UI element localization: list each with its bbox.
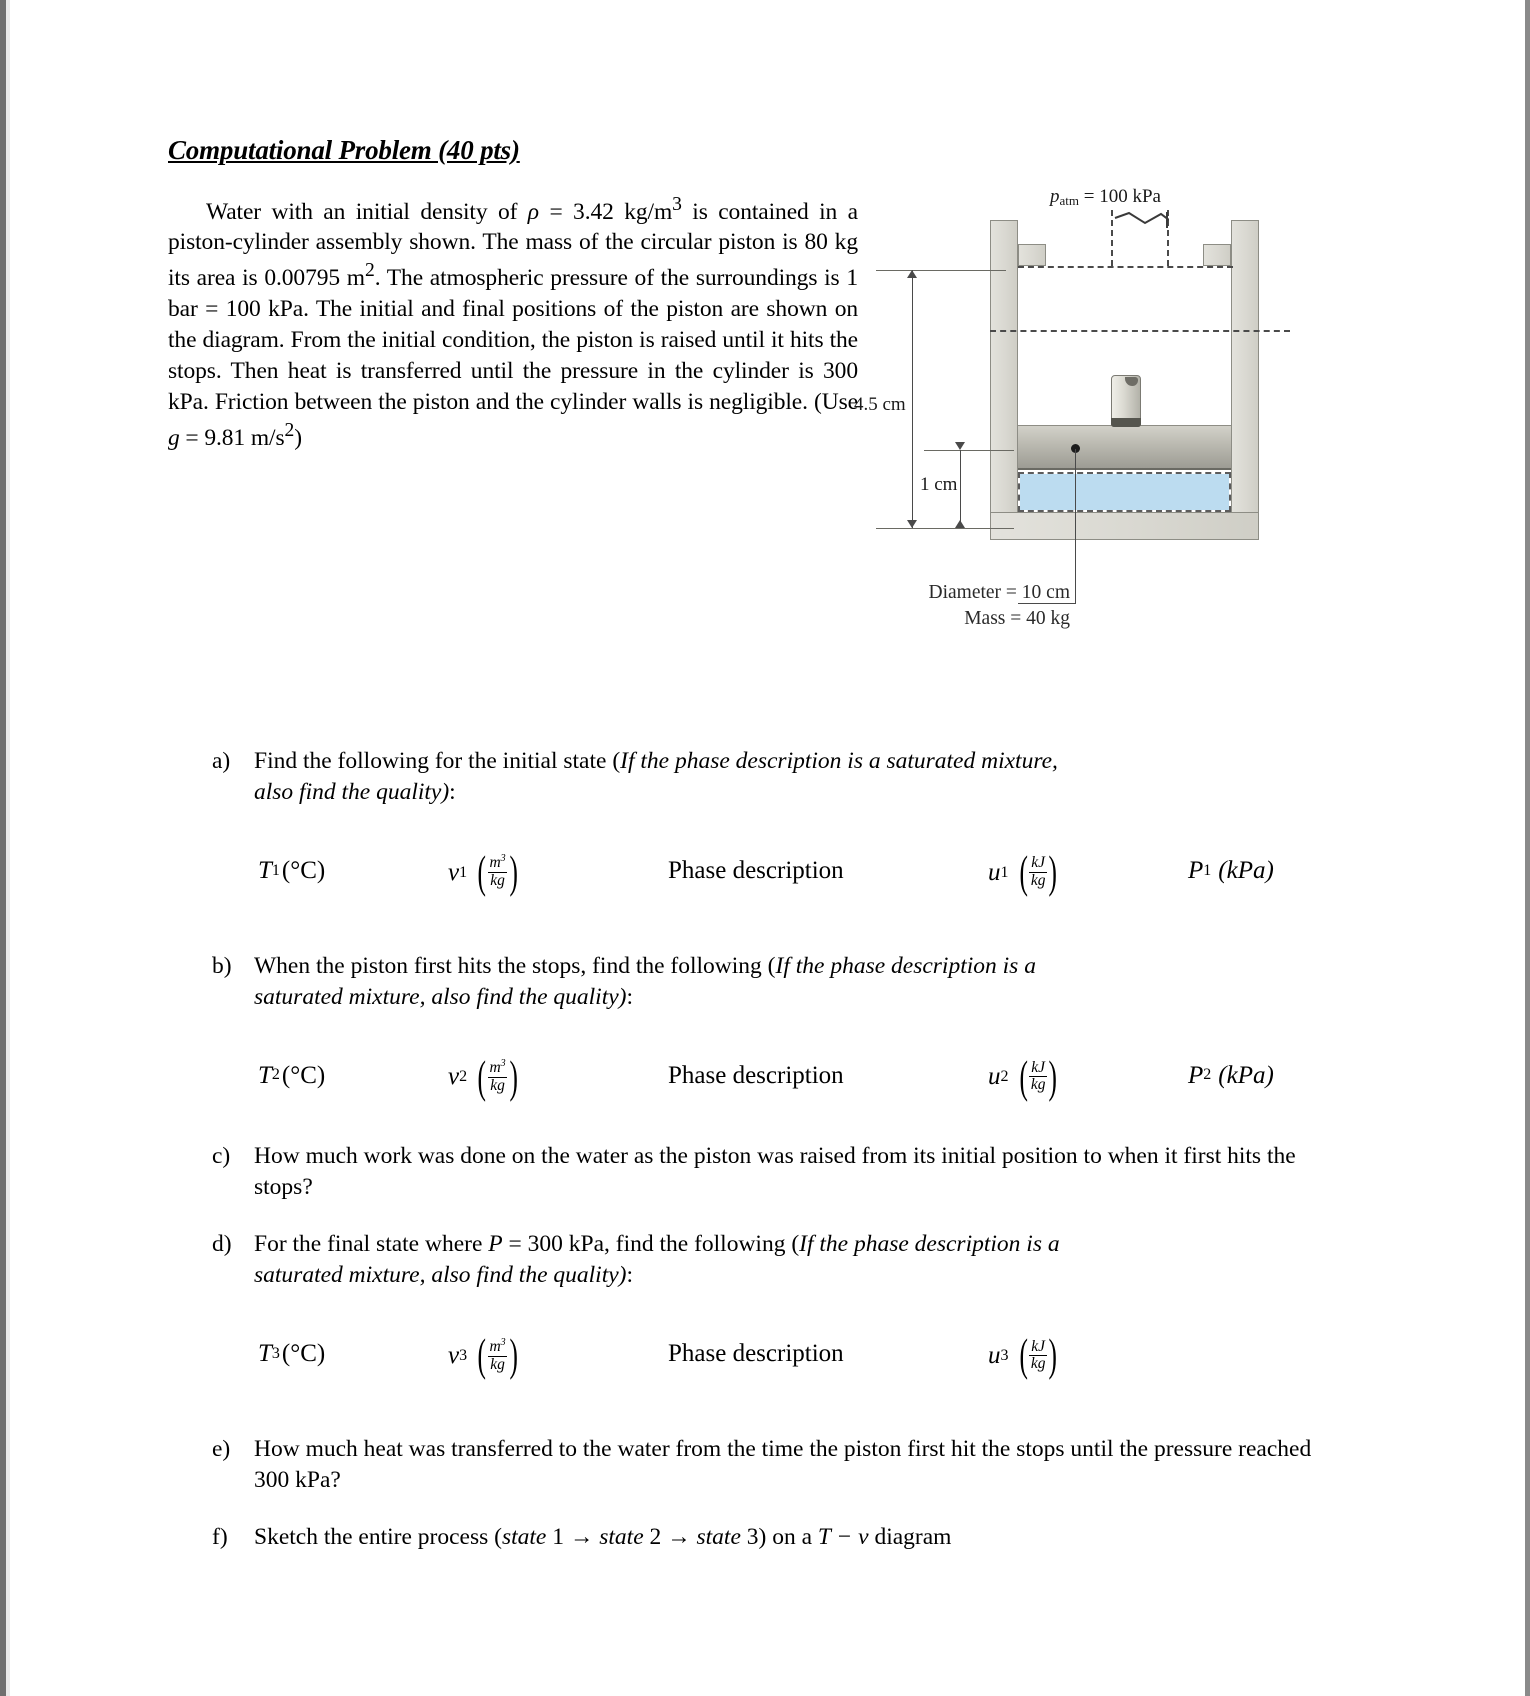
var-phase-1: Phase description	[668, 856, 844, 884]
question-f-mid: ) on a	[758, 1524, 818, 1551]
intermediate-level-line	[990, 330, 1290, 332]
var-u2	[988, 1050, 1188, 1102]
patm-p-symbol: p	[1050, 185, 1060, 207]
var-v2-paren-close: )	[509, 1050, 518, 1102]
stmt-seg-6: )	[294, 424, 302, 451]
question-e	[212, 1434, 1323, 1496]
var-u2-paren-open: (	[1018, 1050, 1028, 1102]
question-d-P-symbol: P	[488, 1231, 503, 1258]
var-u1-unit-numerator: kJ	[1031, 853, 1046, 871]
patm-subscript: atm	[1059, 192, 1079, 208]
var-u3-paren-close: )	[1048, 1329, 1058, 1381]
question-f-n2: 2 →	[643, 1524, 697, 1551]
var-u2-subscript: 2	[1000, 1068, 1009, 1086]
dim-tick-top	[876, 270, 1006, 271]
page-title: Computational Problem (40 pts)	[168, 135, 520, 165]
atmospheric-pressure-symbol	[1111, 210, 1169, 266]
window-edge-right	[1525, 0, 1530, 1696]
stmt-seg-2: = 3.42 kg/m	[538, 198, 673, 225]
stmt-sup-2b: 2	[284, 419, 295, 441]
problem-statement-row	[168, 185, 1323, 662]
var-v3-num-sup: 3	[500, 1336, 506, 1348]
question-f	[212, 1522, 1323, 1553]
question-f-state2: state	[599, 1524, 644, 1551]
var-v3-unit-denominator: kg	[490, 1355, 505, 1373]
var-P1	[1188, 854, 1274, 887]
var-u1-symbol: u	[988, 858, 1001, 886]
question-b-line2-tail: :	[626, 983, 634, 1010]
var-u3-unit-numerator: kJ	[1031, 1337, 1046, 1355]
var-u1	[988, 845, 1188, 897]
piston-stop-left	[1018, 244, 1046, 266]
var-u2-unit-fraction	[1029, 1060, 1048, 1094]
stmt-sup-3: 3	[672, 193, 682, 215]
var-v2-unit-numerator	[487, 1059, 507, 1077]
var-v3-num-text: m	[489, 1338, 501, 1356]
caption-mass: Mass = 40 kg	[964, 607, 1070, 629]
var-v3	[448, 1329, 668, 1381]
var-v3-unit-numerator	[487, 1338, 507, 1356]
dim-tick-water-bottom	[924, 528, 1014, 529]
var-u1-paren-open: (	[1018, 845, 1028, 897]
question-b-line1-plain: When the piston first hits the stops, find the following (	[254, 952, 776, 979]
caption-leader-line	[1075, 449, 1076, 604]
question-a-line2-tail: :	[449, 778, 456, 805]
question-b-marker: b)	[212, 952, 232, 979]
var-v2-num-sup: 3	[500, 1058, 506, 1070]
question-b-body	[254, 951, 1323, 1013]
var-v1-num-sup: 3	[500, 853, 506, 865]
document-content	[168, 136, 1323, 1553]
dim-label-water-height: 1 cm	[920, 473, 958, 495]
var-u1-subscript: 1	[1000, 863, 1009, 881]
dim-line-total-height	[912, 270, 913, 528]
var-T3-subscript: 3	[271, 1345, 280, 1363]
dim-arrow-water-top	[955, 442, 965, 450]
var-v1-unit-denominator: kg	[490, 872, 505, 890]
stmt-seg-4: . The atmospheric pressure of the surroundings is 1 bar = 100 kPa. The initial and final positions of the piston are shown on the diagram. From the initial condition, the piston is raised until it hits the stops. Then heat is transferred until the pressure in the cylinder is 300 kPa. Friction between the piston and the cylinder walls is negligible. (Use	[168, 265, 858, 415]
question-d-line1-italic: If the phase description is a	[799, 1231, 1060, 1258]
var-v3-paren-close: )	[509, 1329, 518, 1381]
var-u3-unit-fraction	[1029, 1339, 1048, 1373]
var-T1-unit: (°C)	[281, 856, 326, 884]
question-c	[212, 1141, 1323, 1203]
question-a-body	[254, 746, 1323, 808]
var-v1-unit-fraction	[487, 854, 507, 890]
cylinder-wall-left	[990, 220, 1018, 540]
var-P2-subscript: 2	[1203, 1066, 1212, 1084]
var-P1-unit: (kPa)	[1218, 856, 1274, 884]
rho-symbol: ρ	[527, 198, 539, 225]
question-e-body	[254, 1434, 1323, 1496]
question-d-mid: = 300 kPa, find the following (	[502, 1231, 800, 1258]
piston-knob	[1111, 375, 1141, 427]
var-v3-symbol: v	[448, 1342, 460, 1370]
var-v1-subscript: 1	[459, 863, 468, 881]
var-v3-subscript: 3	[459, 1347, 468, 1365]
question-b-line2-italic: saturated mixture, also find the quality)	[254, 983, 627, 1010]
var-T3	[258, 1337, 448, 1370]
question-c-body	[254, 1141, 1323, 1203]
piston-cylinder-figure	[854, 182, 1323, 652]
var-v2-num-text: m	[489, 1059, 501, 1077]
question-d-line2-tail: :	[626, 1262, 634, 1289]
spring-zigzag-icon	[1111, 210, 1169, 232]
question-f-state3: state	[696, 1524, 741, 1551]
stmt-seg-5: = 9.81 m/s	[179, 424, 285, 451]
var-v1-symbol: v	[448, 858, 460, 886]
question-f-n3: 3	[740, 1524, 759, 1551]
question-a-line2-italic: also find the quality)	[254, 778, 450, 805]
var-P2-unit: (kPa)	[1218, 1061, 1274, 1089]
var-T2-symbol: T	[258, 1061, 272, 1089]
var-u3-symbol: u	[988, 1342, 1001, 1370]
var-u3-unit-denominator: kg	[1030, 1355, 1046, 1373]
question-e-text: How much heat was transferred to the water from the time the piston first hit the stops until the pressure reached 300 kPa?	[254, 1436, 1312, 1494]
var-u2-unit-denominator: kg	[1030, 1076, 1046, 1094]
question-a-line1-plain: Find the following for the initial state (	[254, 747, 621, 774]
question-f-tv-diagram: T − v	[817, 1524, 869, 1551]
var-u1-unit-fraction	[1029, 855, 1048, 889]
var-v3-unit-fraction	[487, 1338, 507, 1374]
window-edge-left-inner	[6, 0, 10, 1696]
question-a	[212, 746, 1323, 808]
cylinder-wall-bottom	[990, 512, 1259, 540]
var-u3-paren-open: (	[1018, 1329, 1028, 1381]
var-u3-subscript: 3	[1000, 1347, 1009, 1365]
patm-label	[1050, 186, 1161, 209]
var-T3-unit: (°C)	[281, 1340, 326, 1368]
final-piston-level-line	[1018, 266, 1233, 268]
var-v1-num-text: m	[489, 854, 501, 872]
stmt-seg-3: is contained in a piston-cylinder assembly shown. The mass of the circular piston is 80 kg its area is 0.00795 m	[168, 198, 858, 292]
dim-arrow-bottom	[907, 520, 917, 528]
question-f-body	[254, 1522, 1323, 1553]
stmt-seg-1: Water with an initial density of	[206, 198, 528, 225]
water-dashed-outline	[1018, 472, 1231, 512]
var-v2-unit-fraction	[487, 1059, 507, 1095]
stmt-sup-2: 2	[364, 260, 375, 282]
question-c-text: How much work was done on the water as the piston was raised from its initial position to when it first hits the stops?	[254, 1143, 1296, 1201]
var-phase-2: Phase description	[668, 1061, 844, 1089]
var-v2-unit-denominator: kg	[490, 1077, 505, 1095]
question-a-marker: a)	[212, 747, 231, 774]
var-P1-symbol: P	[1188, 856, 1204, 884]
question-d	[212, 1229, 1323, 1291]
var-P1-subscript: 1	[1203, 861, 1212, 879]
var-T2-unit: (°C)	[281, 1061, 326, 1089]
question-d-body	[254, 1229, 1323, 1291]
var-v1-unit-numerator	[487, 854, 507, 872]
var-T3-symbol: T	[258, 1340, 272, 1368]
problem-statement-text	[168, 192, 858, 454]
question-e-marker: e)	[212, 1436, 231, 1463]
question-c-marker: c)	[212, 1143, 231, 1170]
dim-tick-water-top	[924, 450, 1014, 451]
dim-line-water-height	[960, 450, 961, 528]
g-symbol: g	[168, 424, 180, 451]
var-u2-paren-close: )	[1048, 1050, 1058, 1102]
var-v1-paren-open: (	[477, 845, 486, 897]
cylinder-wall-right	[1231, 220, 1259, 540]
var-v1	[448, 845, 668, 897]
var-T2	[258, 1059, 448, 1092]
question-b	[212, 951, 1323, 1013]
var-v1-paren-close: )	[509, 845, 518, 897]
var-P2	[1188, 1059, 1274, 1092]
dim-arrow-top	[907, 270, 917, 278]
dim-label-total-height: 4.5 cm	[854, 393, 906, 415]
patm-value: = 100 kPa	[1079, 185, 1161, 207]
question-d-line2-italic: saturated mixture, also find the quality)	[254, 1262, 627, 1289]
var-T2-subscript: 2	[271, 1066, 280, 1084]
caption-diameter: Diameter = 10 cm	[928, 581, 1070, 603]
question-f-marker: f)	[212, 1524, 228, 1551]
var-u3	[988, 1329, 1188, 1381]
var-T1-subscript: 1	[271, 861, 280, 879]
question-f-state1: state	[501, 1524, 547, 1551]
var-u2-symbol: u	[988, 1063, 1001, 1091]
question-a-line1-italic: If the phase description is a saturated mixture,	[620, 747, 1058, 774]
var-T1	[258, 854, 448, 887]
question-d-marker: d)	[212, 1231, 232, 1258]
figure-caption	[852, 580, 1070, 632]
variable-row-state-1	[258, 845, 1323, 897]
var-T1-symbol: T	[258, 856, 272, 884]
var-P2-symbol: P	[1188, 1061, 1204, 1089]
var-v2-paren-open: (	[477, 1050, 486, 1102]
piston-body	[1018, 425, 1231, 470]
dim-arrow-water-bottom	[955, 520, 965, 528]
question-b-line1-italic: If the phase description is a	[775, 952, 1036, 979]
var-v3-paren-open: (	[477, 1329, 486, 1381]
var-phase-3: Phase description	[668, 1340, 844, 1368]
variable-row-state-3	[258, 1329, 1323, 1381]
piston-stop-right	[1203, 244, 1231, 266]
question-f-n1: 1 →	[546, 1524, 600, 1551]
var-u1-unit-denominator: kg	[1030, 871, 1046, 889]
var-u2-unit-numerator: kJ	[1031, 1058, 1046, 1076]
var-v2	[448, 1050, 668, 1102]
variable-row-state-2	[258, 1050, 1323, 1102]
question-d-pre: For the final state where	[254, 1231, 489, 1258]
var-v2-symbol: v	[448, 1063, 460, 1091]
question-f-pre: Sketch the entire process (	[254, 1524, 502, 1551]
question-f-post: diagram	[868, 1524, 952, 1551]
var-v2-subscript: 2	[459, 1068, 468, 1086]
var-u1-paren-close: )	[1048, 845, 1058, 897]
questions-list	[168, 746, 1323, 1554]
